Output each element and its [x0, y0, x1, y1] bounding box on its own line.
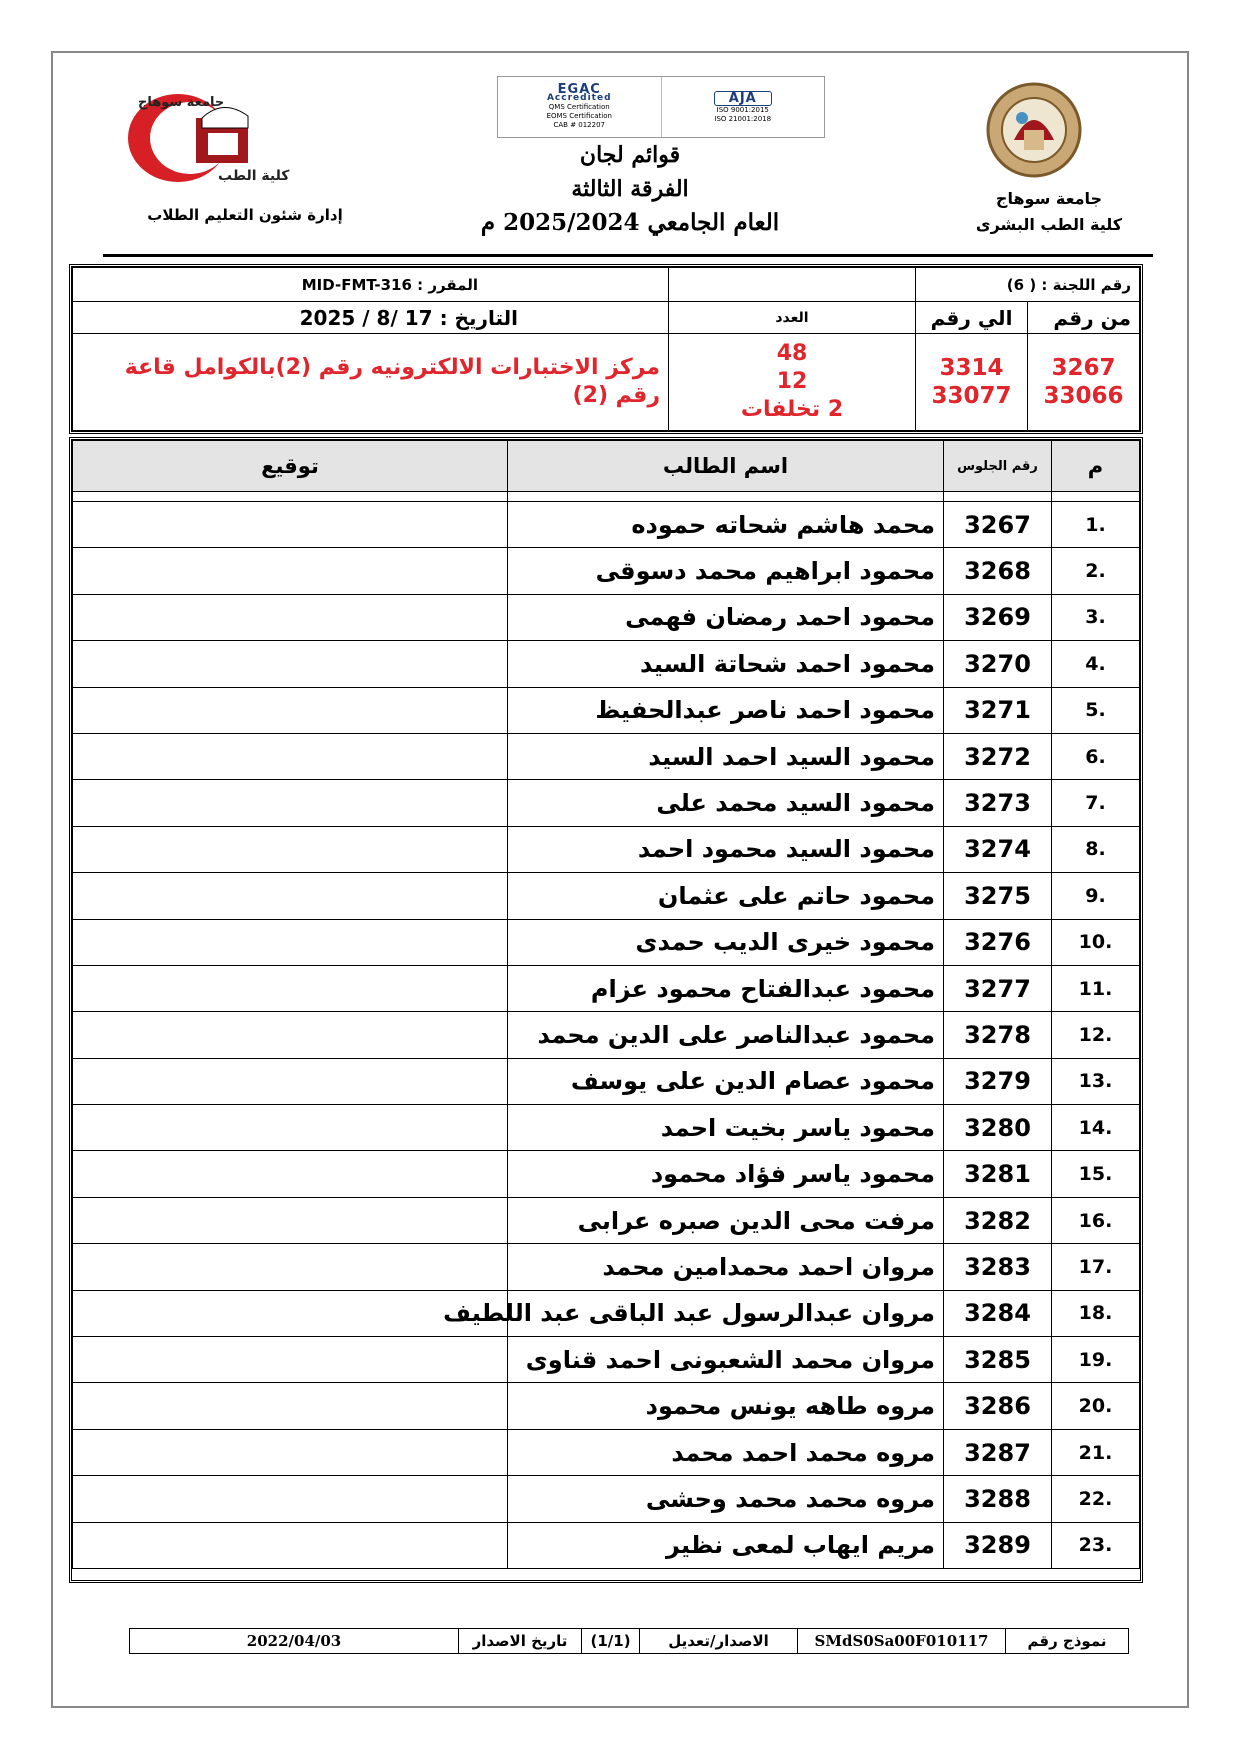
date-value: 17 /8 / 2025 — [299, 305, 433, 330]
from-label: من رقم — [1028, 302, 1140, 334]
egac-line2: EOMS Certification — [546, 111, 612, 120]
count-value-2: 12 — [776, 369, 808, 394]
faculty-name: كلية الطب البشرى — [975, 215, 1123, 234]
seat-number: 3273 — [944, 780, 1052, 826]
table-row — [73, 1058, 1140, 1104]
signature-cell — [73, 502, 508, 548]
student-name: محمد هاشم شحاته حموده — [508, 502, 944, 548]
row-number: 19. — [1052, 1337, 1140, 1383]
student-name: محمود السيد محمود احمد — [508, 826, 944, 872]
student-name: محمود عصام الدين على يوسف — [508, 1058, 944, 1104]
student-name: محمود ياسر فؤاد محمود — [508, 1151, 944, 1197]
from-values — [1028, 334, 1140, 431]
seat-number: 3274 — [944, 826, 1052, 872]
count-values — [669, 334, 916, 431]
date-cell — [73, 302, 669, 334]
signature-cell — [73, 1197, 508, 1243]
seat-number: 3282 — [944, 1197, 1052, 1243]
signature-cell — [73, 780, 508, 826]
table-row — [73, 1476, 1140, 1522]
table-row — [73, 1197, 1140, 1243]
version-value: (1/1) — [581, 1629, 639, 1653]
table-row — [73, 1244, 1140, 1290]
to-values — [916, 334, 1028, 431]
student-name: مرفت محى الدين صبره عرابى — [508, 1197, 944, 1243]
row-number: 1. — [1052, 502, 1140, 548]
title-line1: قوائم لجان — [579, 142, 681, 168]
student-name: محمود السيد محمد على — [508, 780, 944, 826]
row-number: 22. — [1052, 1476, 1140, 1522]
svg-text:جامعة سوهاج: جامعة سوهاج — [138, 95, 225, 110]
row-number: 8. — [1052, 826, 1140, 872]
form-label: نموذج رقم — [1005, 1629, 1128, 1653]
signature-cell — [73, 1429, 508, 1475]
table-row — [73, 548, 1140, 594]
form-footer — [129, 1628, 1129, 1654]
table-row — [73, 919, 1140, 965]
table-row — [73, 1383, 1140, 1429]
seat-number: 3283 — [944, 1244, 1052, 1290]
table-row — [73, 1337, 1140, 1383]
university-info — [969, 186, 1129, 238]
university-name: جامعة سوهاج — [995, 189, 1103, 208]
egac-name: EGAC — [557, 81, 601, 97]
version-label: الاصدار/تعديل — [639, 1629, 797, 1653]
aja-line2: ISO 21001:2018 — [714, 114, 772, 123]
count-value-3: 2 تخلفات — [740, 397, 844, 422]
seat-number: 3288 — [944, 1476, 1052, 1522]
student-name: محمود عبدالفتاح محمود عزام — [508, 965, 944, 1011]
aja-logo — [661, 77, 825, 137]
signature-cell — [73, 1476, 508, 1522]
seat-number: 3272 — [944, 733, 1052, 779]
table-row — [73, 502, 1140, 548]
table-row — [73, 594, 1140, 640]
student-name: محمود احمد ناصر عبدالحفيظ — [508, 687, 944, 733]
table-row — [73, 687, 1140, 733]
signature-cell — [73, 1383, 508, 1429]
seat-number: 3275 — [944, 873, 1052, 919]
row-number: 3. — [1052, 594, 1140, 640]
egac-line1: QMS Certification — [548, 102, 610, 111]
to-value-1: 3314 — [939, 355, 1004, 381]
egac-logo — [498, 77, 661, 137]
student-name: محمود خيرى الديب حمدى — [508, 919, 944, 965]
aja-line1: ISO 9001:2015 — [716, 105, 769, 114]
department-name: إدارة شئون التعليم الطلاب — [147, 206, 343, 224]
row-number: 5. — [1052, 687, 1140, 733]
student-name: محمود حاتم على عثمان — [508, 873, 944, 919]
count-value-1: 48 — [776, 341, 808, 366]
signature-cell — [73, 1337, 508, 1383]
signature-cell — [73, 1522, 508, 1568]
from-value-2: 33066 — [1043, 383, 1124, 409]
signature-cell — [73, 687, 508, 733]
row-number: 20. — [1052, 1383, 1140, 1429]
seat-number: 3280 — [944, 1105, 1052, 1151]
form-number: SMdS0Sa00F010117 — [797, 1629, 1005, 1653]
table-row — [73, 780, 1140, 826]
faculty-logo — [118, 88, 290, 184]
row-number: 21. — [1052, 1429, 1140, 1475]
student-name: مريم ايهاب لمعى نظير — [508, 1522, 944, 1568]
header-sign: توقيع — [73, 441, 508, 492]
title-line3: العام الجامعي 2025/2024 م — [480, 209, 780, 236]
from-value-1: 3267 — [1051, 355, 1116, 381]
committee-info — [69, 264, 1143, 434]
course-value: MID-FMT-316 — [301, 275, 412, 294]
title-line2: الفرقة الثالثة — [571, 176, 689, 202]
svg-text:كلية الطب: كلية الطب — [218, 168, 290, 184]
signature-cell — [73, 641, 508, 687]
table-row — [73, 733, 1140, 779]
row-number: 18. — [1052, 1290, 1140, 1336]
egac-accredited: Accredited — [546, 92, 612, 103]
table-row — [73, 1429, 1140, 1475]
seat-number: 3287 — [944, 1429, 1052, 1475]
seat-number: 3270 — [944, 641, 1052, 687]
table-row — [73, 1151, 1140, 1197]
table-row — [73, 826, 1140, 872]
students-table — [69, 437, 1143, 1583]
student-name: مروان عبدالرسول عبد الباقى عبد اللطيف — [508, 1290, 944, 1336]
row-number: 6. — [1052, 733, 1140, 779]
university-crest — [984, 80, 1084, 180]
row-number: 10. — [1052, 919, 1140, 965]
seat-number: 3285 — [944, 1337, 1052, 1383]
table-row — [73, 965, 1140, 1011]
seat-number: 3279 — [944, 1058, 1052, 1104]
seat-number: 3278 — [944, 1012, 1052, 1058]
header-name: اسم الطالب — [508, 441, 944, 492]
signature-cell — [73, 965, 508, 1011]
course-label: المقرر : — [417, 275, 478, 294]
signature-cell — [73, 733, 508, 779]
empty-cell — [669, 268, 916, 302]
table-row — [73, 1012, 1140, 1058]
row-number: 15. — [1052, 1151, 1140, 1197]
row-number: 11. — [1052, 965, 1140, 1011]
course-cell — [73, 268, 669, 302]
row-number: 14. — [1052, 1105, 1140, 1151]
seat-number: 3277 — [944, 965, 1052, 1011]
row-number: 4. — [1052, 641, 1140, 687]
student-name: محمود ابراهيم محمد دسوقى — [508, 548, 944, 594]
signature-cell — [73, 919, 508, 965]
committee-label: رقم اللجنة : — [1041, 275, 1131, 294]
student-name: مروه محمد محمد وحشى — [508, 1476, 944, 1522]
header-no: م — [1052, 441, 1140, 492]
row-number: 2. — [1052, 548, 1140, 594]
to-label: الي رقم — [916, 302, 1028, 334]
seat-number: 3267 — [944, 502, 1052, 548]
count-label: العدد — [669, 302, 916, 334]
egac-line3: CAB # 012207 — [553, 120, 605, 129]
table-row — [73, 641, 1140, 687]
aja-name: AJA — [714, 91, 772, 106]
signature-cell — [73, 873, 508, 919]
signature-cell — [73, 548, 508, 594]
row-number: 7. — [1052, 780, 1140, 826]
seat-number: 3269 — [944, 594, 1052, 640]
date-label: التاريخ : — [439, 305, 518, 330]
signature-cell — [73, 1012, 508, 1058]
signature-cell — [73, 594, 508, 640]
issue-date-label: تاريخ الاصدار — [458, 1629, 581, 1653]
seat-number: 3271 — [944, 687, 1052, 733]
document-title — [470, 138, 790, 240]
table-row — [73, 1290, 1140, 1336]
row-number: 9. — [1052, 873, 1140, 919]
seat-number: 3276 — [944, 919, 1052, 965]
seat-number: 3281 — [944, 1151, 1052, 1197]
exam-location: مركز الاختبارات الالكترونيه رقم (2)بالكوامل قاعة رقم (2) — [73, 334, 669, 431]
seat-number: 3289 — [944, 1522, 1052, 1568]
row-number: 16. — [1052, 1197, 1140, 1243]
student-name: مروه محمد احمد محمد — [508, 1429, 944, 1475]
student-name: مروان محمد الشعبونى احمد قناوى — [508, 1337, 944, 1383]
seat-number: 3286 — [944, 1383, 1052, 1429]
row-number: 12. — [1052, 1012, 1140, 1058]
table-row — [73, 873, 1140, 919]
row-number: 17. — [1052, 1244, 1140, 1290]
committee-number — [916, 268, 1140, 302]
student-name: مروه طاهه يونس محمود — [508, 1383, 944, 1429]
to-value-2: 33077 — [931, 383, 1012, 409]
seat-number: 3284 — [944, 1290, 1052, 1336]
committee-value: ( 6) — [1006, 275, 1037, 294]
student-name: محمود ياسر بخيت احمد — [508, 1105, 944, 1151]
student-name: محمود عبدالناصر على الدين محمد — [508, 1012, 944, 1058]
signature-cell — [73, 1058, 508, 1104]
student-name: محمود احمد شحاتة السيد — [508, 641, 944, 687]
row-number: 23. — [1052, 1522, 1140, 1568]
student-name: محمود السيد احمد السيد — [508, 733, 944, 779]
student-name: محمود احمد رمضان فهمى — [508, 594, 944, 640]
table-row — [73, 1522, 1140, 1568]
student-name: مروان احمد محمدامين محمد — [508, 1244, 944, 1290]
seat-number: 3268 — [944, 548, 1052, 594]
signature-cell — [73, 1151, 508, 1197]
signature-cell — [73, 826, 508, 872]
issue-date: 2022/04/03 — [246, 1632, 342, 1650]
header-divider — [103, 254, 1153, 257]
signature-cell — [73, 1105, 508, 1151]
header-seat: رقم الجلوس — [944, 441, 1052, 492]
certification-logos — [497, 76, 825, 138]
signature-cell — [73, 1244, 508, 1290]
row-number: 13. — [1052, 1058, 1140, 1104]
table-row — [73, 1105, 1140, 1151]
